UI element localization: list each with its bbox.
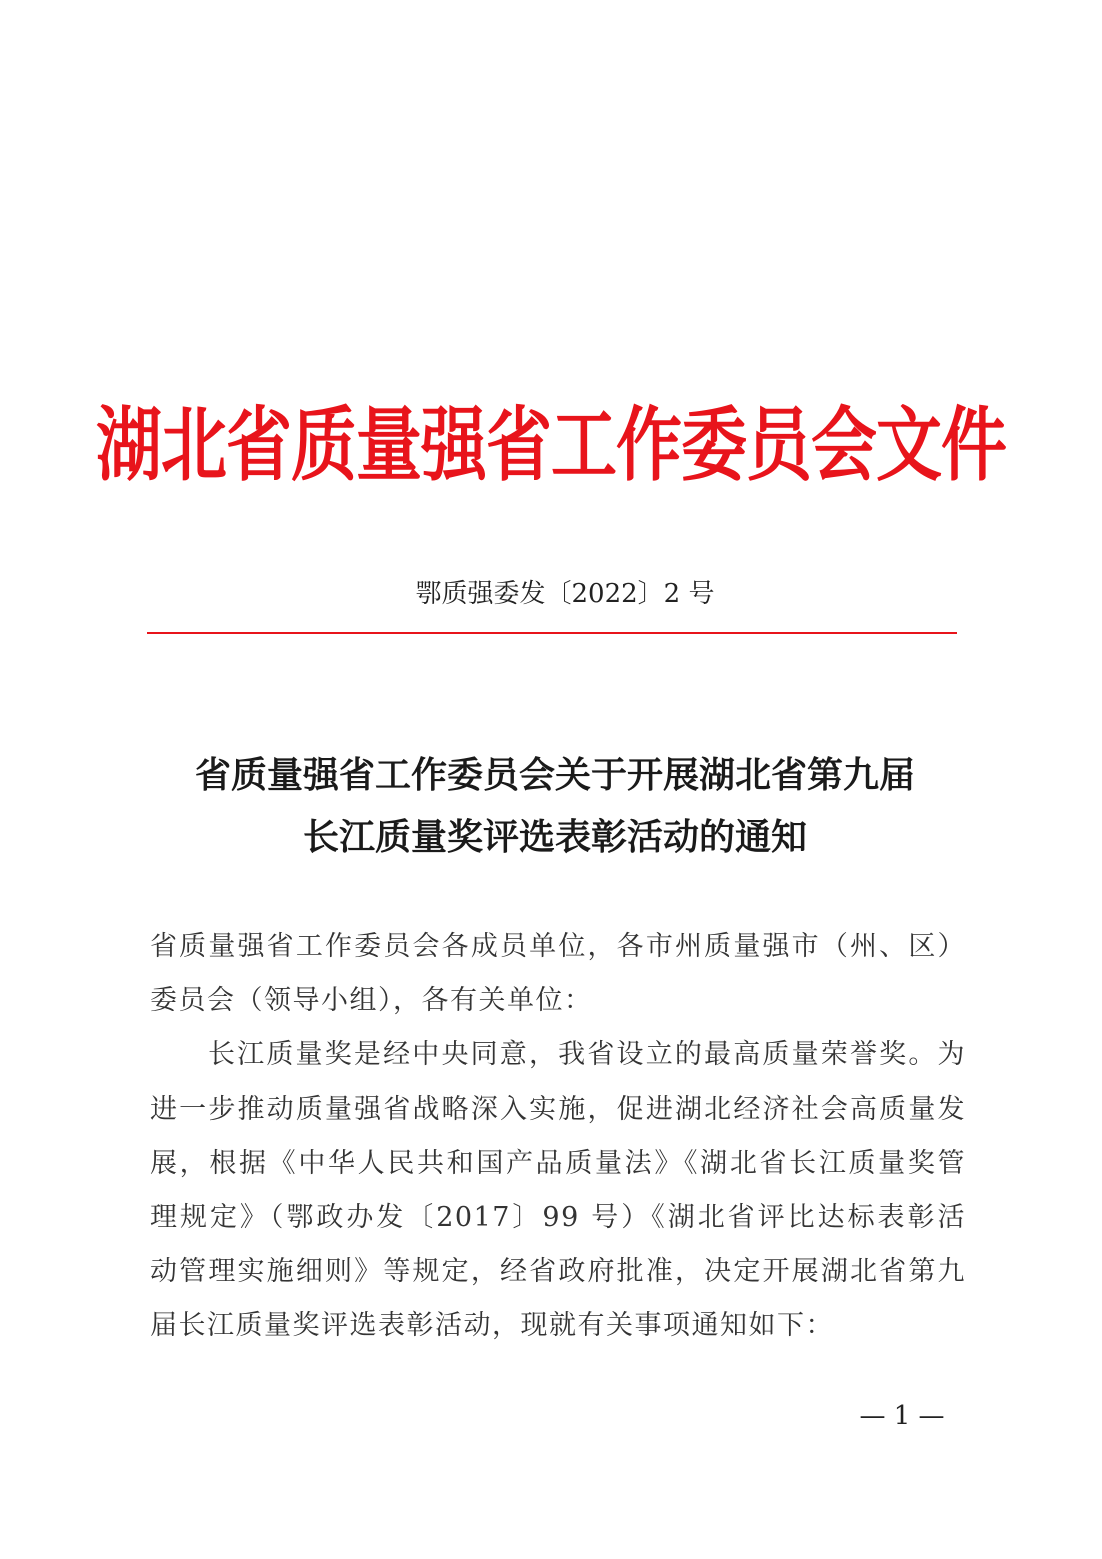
paragraph-line-6: 届长江质量奖评选表彰活动，现就有关事项通知如下： xyxy=(150,1310,834,1342)
paragraph-line-5: 动管理实施细则》等规定，经省政府批准，决定开展湖北省第九 xyxy=(150,1256,966,1288)
document-number: 鄂质强委发〔2022〕2 号 xyxy=(415,579,715,609)
issuer-header: 湖北省质量强省工作委员会文件 xyxy=(96,397,1006,493)
paragraph-line-4: 理规定》（鄂政办发〔2017〕99 号）《湖北省评比达标表彰活 xyxy=(150,1202,966,1234)
document-title xyxy=(0,744,1102,868)
page-number: — 1 — xyxy=(859,1401,945,1431)
addressee-line-2: 委员会（领导小组），各有关单位： xyxy=(150,985,593,1017)
paragraph-line-3: 展，根据《中华人民共和国产品质量法》《湖北省长江质量奖管 xyxy=(150,1147,966,1179)
addressee-line-1: 省质量强省工作委员会各成员单位，各市州质量强市（州、区） xyxy=(150,931,966,962)
paragraph-line-2: 进一步推动质量强省战略深入实施，促进湖北经济社会高质量发 xyxy=(150,1093,966,1125)
document-body xyxy=(150,920,970,1354)
title-line-2: 长江质量奖评选表彰活动的通知 xyxy=(302,816,807,858)
red-divider-line xyxy=(147,632,957,634)
title-line-1: 省质量强省工作委员会关于开展湖北省第九届 xyxy=(194,754,915,796)
paragraph-line-1: 长江质量奖是经中央同意，我省设立的最高质量荣誉奖。为 xyxy=(208,1039,966,1071)
